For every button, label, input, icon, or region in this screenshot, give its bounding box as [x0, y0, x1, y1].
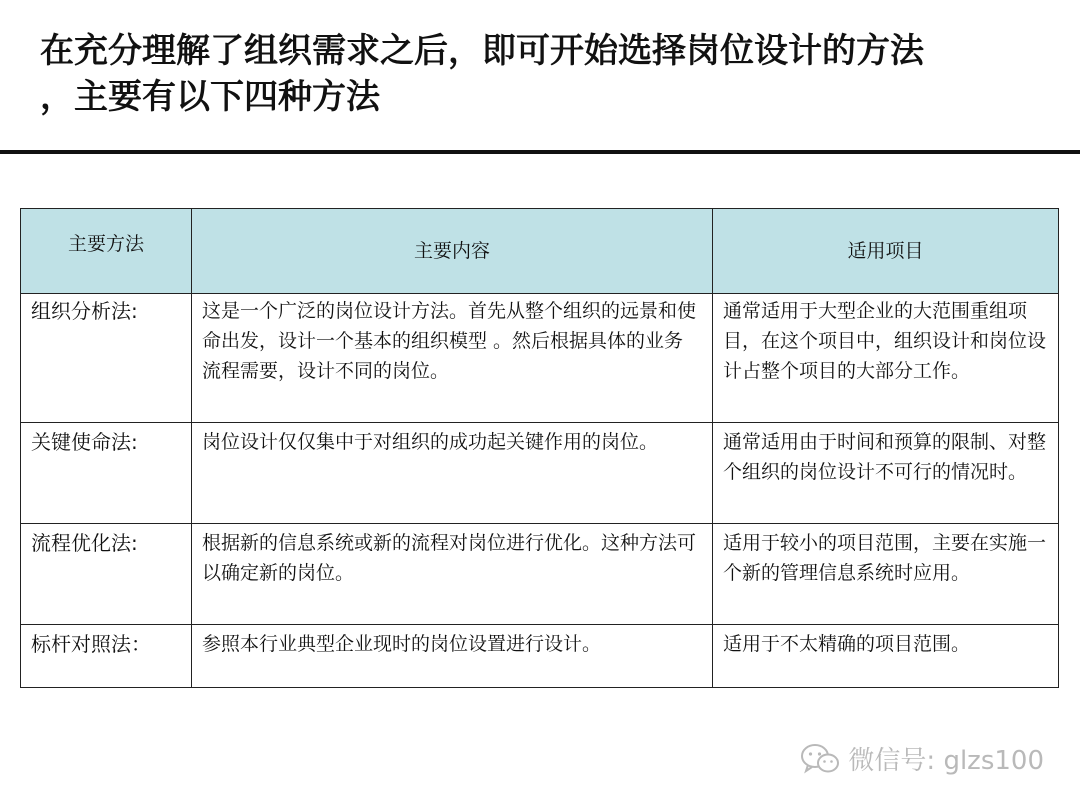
table-row	[21, 294, 1059, 423]
table-row	[21, 423, 1059, 524]
wechat-watermark	[800, 740, 1044, 777]
slide-title	[40, 28, 1040, 120]
header-method: 主要方法	[21, 209, 192, 294]
table-row	[21, 625, 1059, 688]
header-content: 主要内容	[192, 209, 713, 294]
methods-table	[20, 208, 1059, 688]
title-divider	[0, 150, 1080, 154]
slide-title-line-1: 在充分理解了组织需求之后，即可开始选择岗位设计的方法	[40, 31, 924, 71]
applicable-cell: 适用于较小的项目范围，主要在实施一个新的管理信息系统时应用。	[713, 524, 1059, 625]
method-name-cell: 标杆对照法：	[21, 625, 192, 688]
applicable-cell: 通常适用于大型企业的大范围重组项目，在这个项目中，组织设计和岗位设计占整个项目的大部分工作。	[713, 294, 1059, 423]
table-header-row	[21, 209, 1059, 294]
wechat-icon	[800, 742, 840, 776]
watermark-text: 微信号: glzs100	[848, 746, 1044, 776]
method-name-cell: 流程优化法:	[21, 524, 192, 625]
applicable-cell: 通常适用由于时间和预算的限制、对整个组织的岗位设计不可行的情况时。	[713, 423, 1059, 524]
header-applicable: 适用项目	[713, 209, 1059, 294]
applicable-cell: 适用于不太精确的项目范围。	[713, 625, 1059, 688]
content-cell: 根据新的信息系统或新的流程对岗位进行优化。这种方法可以确定新的岗位。	[192, 524, 713, 625]
content-cell: 这是一个广泛的岗位设计方法。首先从整个组织的远景和使命出发，设计一个基本的组织模型 。然后根据具体的业务流程需要，设计不同的岗位。	[192, 294, 713, 423]
method-name-cell: 组织分析法:	[21, 294, 192, 423]
content-cell: 参照本行业典型企业现时的岗位设置进行设计。	[192, 625, 713, 688]
slide-title-line-2: ，主要有以下四种方法	[40, 77, 380, 117]
table-row	[21, 524, 1059, 625]
method-name-cell: 关键使命法:	[21, 423, 192, 524]
content-cell: 岗位设计仅仅集中于对组织的成功起关键作用的岗位。	[192, 423, 713, 524]
